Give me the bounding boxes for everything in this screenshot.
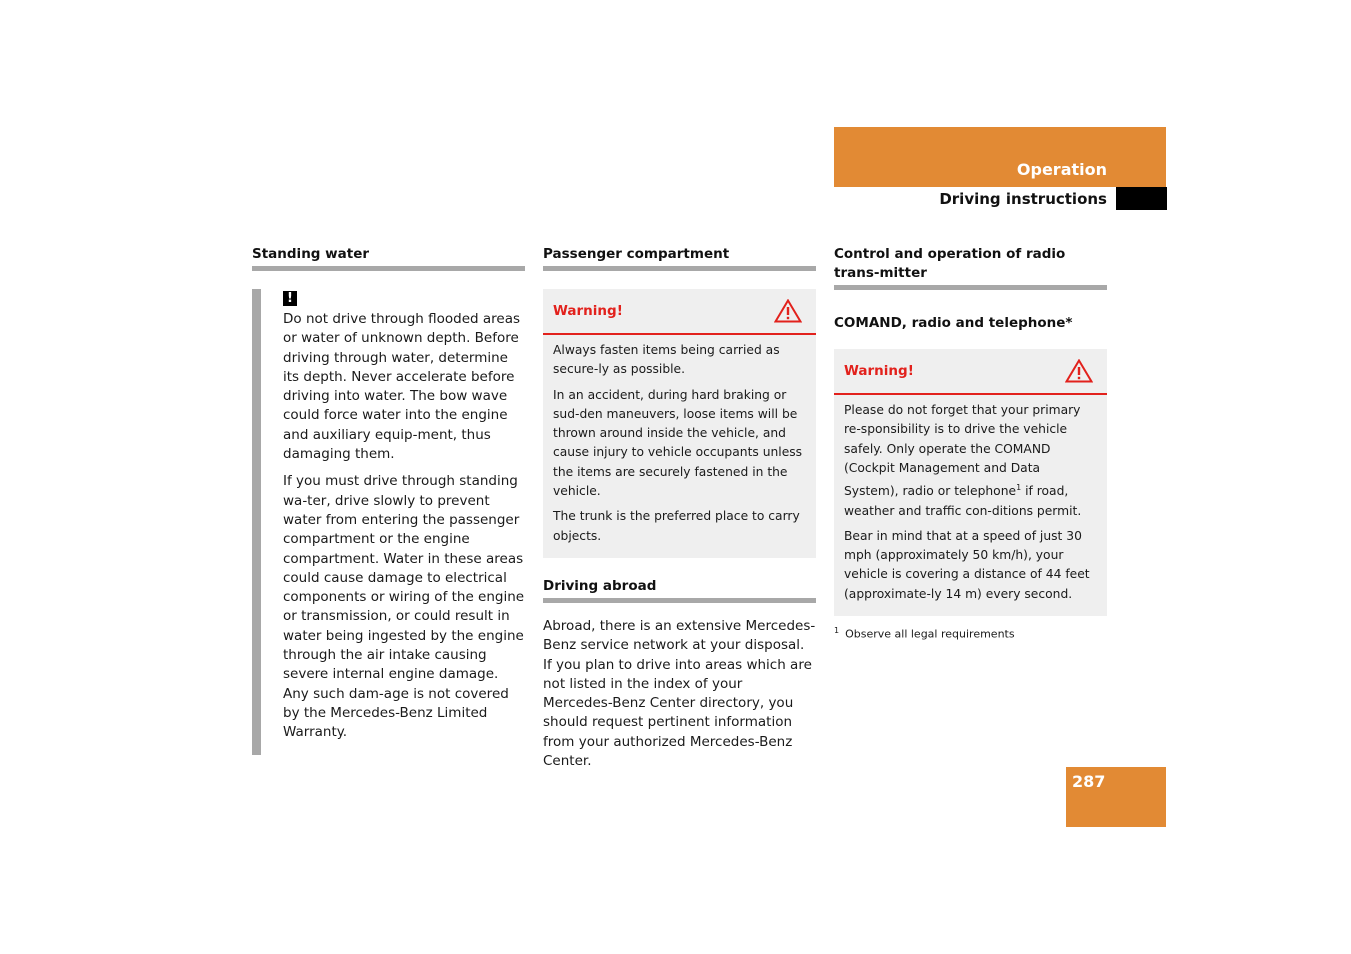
warning-text: Please do not forget that your primary re-sponsibility is to drive the vehicle safely. Only operate the COMAND (Cockpit Management and Data System), radio or telephone [844, 403, 1081, 499]
column-passenger-compartment [543, 245, 816, 771]
warning-body [543, 335, 816, 558]
radio-transmitter-heading: Control and operation of radio trans-mitter [834, 245, 1107, 290]
warning-label: Warning! [553, 303, 623, 319]
standing-water-para-2: If you must drive through standing wa-ter, drive slowly to prevent water from entering the passenger compartment or the engine compartment. Water in these areas could cause damage to electrical components or wiring of the engine or transmission, or could result in water being ingested by the engine through the air intake causing severe internal engine damage. Any such dam-age is not covered by the Mercedes-Benz Limited Warranty. [283, 473, 525, 741]
footnote-ref: 1 [1016, 483, 1022, 493]
warning-para-3: The trunk is the preferred place to carry objects. [553, 509, 800, 543]
caution-note [252, 289, 525, 755]
standing-water-heading: Standing water [252, 245, 525, 271]
subsection-title: Driving instructions [939, 190, 1107, 208]
warning-triangle-icon [774, 299, 802, 323]
warning-header [543, 289, 816, 335]
driving-abroad-text: Abroad, there is an extensive Mercedes-Benz service network at your disposal. If you plan to drive into areas which are not listed in the index of your Mercedes-Benz Center directory, you should request pertinent information from your authorized Mercedes-Benz Center. [543, 617, 816, 770]
section-tab-marker [1116, 187, 1167, 210]
column-standing-water [252, 245, 525, 755]
column-radio-transmitter [834, 245, 1107, 642]
warning-para-2: Bear in mind that at a speed of just 30 mph (approximately 50 km/h), your vehicle is covering a distance of 44 feet (approximate-ly 14 m) every second. [844, 528, 1090, 601]
footnote-mark: 1 [834, 626, 840, 636]
driving-abroad-heading: Driving abroad [543, 577, 816, 603]
warning-para-1 [844, 401, 1097, 521]
warning-para-2: In an accident, during hard braking or sud-den maneuvers, loose items will be thrown around inside the vehicle, and cause injury to vehicle occupants unless the items are securely fastened in the vehicle. [553, 387, 803, 499]
warning-triangle-icon [1065, 359, 1093, 383]
warning-para-1: Always fasten items being carried as secure-ly as possible. [553, 343, 780, 377]
warning-body [834, 395, 1107, 616]
standing-water-para-1: Do not drive through flooded areas or water of unknown depth. Before driving through water, determine its depth. Never accelerate before driving into water. The bow wave could force water into the engine and auxiliary equip-ment, thus damaging them. [283, 311, 521, 463]
passenger-compartment-heading: Passenger compartment [543, 245, 816, 271]
page-number-box [1066, 767, 1166, 827]
warning-box-passenger [543, 289, 816, 558]
note-exclamation-icon: ! [283, 291, 297, 306]
footnote-text: Observe all legal requirements [845, 627, 1015, 641]
warning-label: Warning! [844, 363, 914, 379]
warning-text-cont: if road, weather and traffic con-ditions permit. [844, 484, 1082, 518]
section-title: Operation [1016, 160, 1107, 179]
comand-subheading: COMAND, radio and telephone* [834, 315, 1073, 331]
page-number: 287 [1072, 772, 1106, 791]
section-header-box [834, 127, 1166, 187]
warning-box-comand [834, 349, 1107, 616]
warning-header [834, 349, 1107, 395]
footnote [834, 624, 1107, 642]
